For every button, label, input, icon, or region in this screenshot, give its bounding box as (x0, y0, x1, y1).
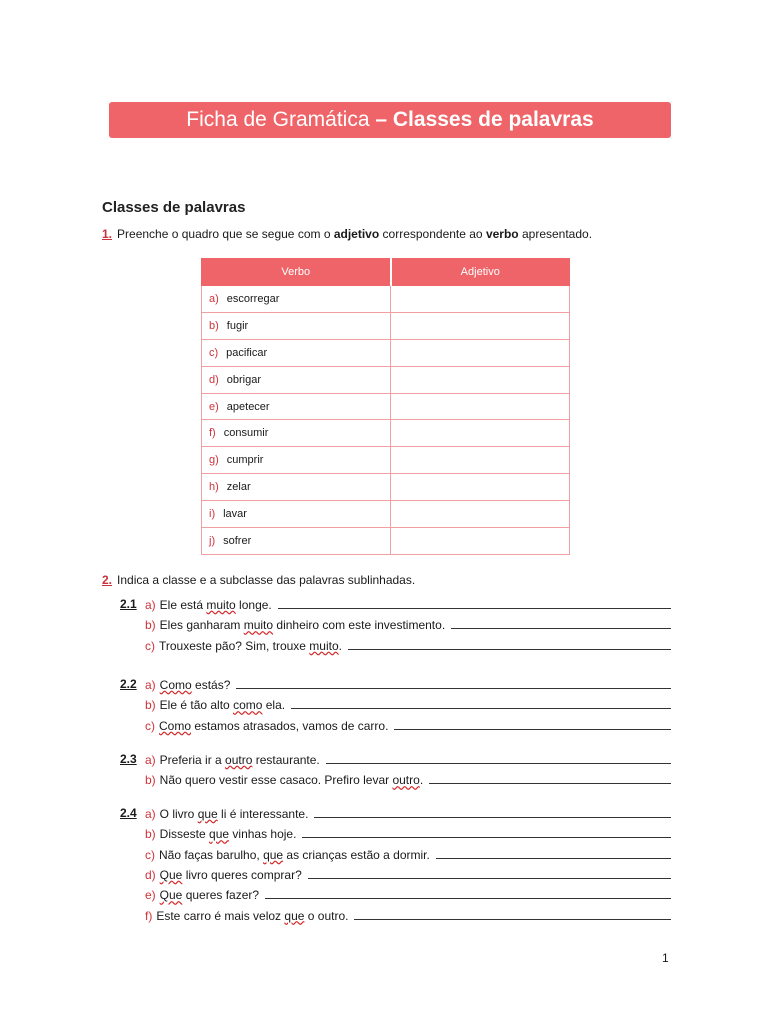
answer-line[interactable] (394, 718, 671, 730)
underlined-word: outro (225, 753, 253, 767)
row-letter: e) (209, 400, 219, 413)
row-letter: h) (209, 481, 219, 494)
table-row (202, 286, 570, 313)
answer-line[interactable] (326, 752, 671, 764)
item-text-after: li é interessante. (217, 807, 309, 821)
item-letter: a) (145, 598, 156, 612)
underlined-word: que (284, 908, 305, 923)
answer-line[interactable] (429, 772, 671, 784)
underlined-word: muito (309, 638, 339, 653)
item-letter: b) (145, 773, 156, 788)
row-letter: g) (209, 454, 219, 467)
answer-line[interactable] (354, 908, 671, 920)
table-row (202, 420, 570, 447)
underlined-word: Que (159, 888, 183, 903)
adjective-cell[interactable] (391, 420, 570, 447)
verb-text: cumprir (226, 454, 264, 467)
title-regular: Ficha de Gramática (186, 108, 370, 131)
item-text-before: Ele é tão alto (159, 698, 234, 713)
row-letter: d) (209, 373, 219, 386)
verb-cell (202, 393, 391, 420)
item-text-after: queres fazer? (182, 888, 260, 903)
item-text-before: Preferia ir a (159, 753, 226, 767)
exercise-item (145, 752, 671, 770)
item-text-after: restaurante. (252, 753, 320, 767)
answer-line[interactable] (265, 887, 671, 899)
item-text-before: Ele está (159, 598, 207, 612)
verb-text: zelar (226, 481, 251, 494)
exercise-item (145, 887, 671, 905)
item-text-before: Não quero vestir esse casaco. Prefiro levar (159, 773, 393, 788)
q1-bold-verbo: verbo (485, 227, 519, 241)
item-text-before: Disseste (159, 827, 210, 842)
verb-text: escorregar (226, 292, 280, 305)
row-letter: b) (209, 319, 219, 332)
item-text-after: . (338, 638, 342, 653)
underlined-word: muito (243, 618, 274, 633)
verb-text: apetecer (226, 400, 270, 413)
q1-bold-adjetivo: adjetivo (333, 227, 380, 241)
verb-cell (202, 339, 391, 366)
adjective-cell[interactable] (391, 393, 570, 420)
item-text-after: ela. (262, 698, 286, 713)
item-text-before: Este carro é mais veloz (156, 908, 285, 923)
underlined-word: Como (159, 678, 192, 692)
answer-line[interactable] (451, 617, 671, 629)
subquestion-label: 2.1 (120, 597, 137, 611)
verb-text: obrigar (226, 373, 262, 386)
item-text-after: o outro. (304, 908, 349, 923)
exercise-item (145, 697, 671, 715)
underlined-word: que (197, 807, 218, 821)
subquestion-label: 2.4 (120, 806, 137, 820)
underlined-word: Que (159, 867, 183, 882)
verb-cell (202, 312, 391, 339)
item-text-after: as crianças estão a dormir. (283, 847, 430, 862)
exercise-item (145, 718, 671, 736)
item-text-after: vinhas hoje. (229, 827, 297, 842)
verb-text: pacificar (226, 346, 268, 359)
table-row (202, 339, 570, 366)
item-text-after: longe. (235, 598, 272, 612)
exercise-item (145, 772, 671, 790)
table-row (202, 447, 570, 474)
q1-text-a: Preenche o quadro que se segue com o (117, 227, 334, 241)
q2-text: Indica a classe e a subclasse das palavras sublinhadas. (117, 573, 416, 587)
verb-cell (202, 366, 391, 393)
item-text-before: Não faças barulho, (159, 847, 264, 862)
verb-cell (202, 528, 391, 555)
table-row (202, 393, 570, 420)
table-row (202, 312, 570, 339)
exercise-item (145, 847, 671, 865)
underlined-word: que (209, 827, 230, 842)
underlined-word: muito (206, 598, 236, 612)
item-text-after: estás? (191, 678, 231, 692)
underlined-word: como (233, 698, 263, 713)
table-row (202, 501, 570, 528)
item-letter: e) (145, 888, 156, 903)
item-letter: c) (145, 718, 155, 733)
verb-text: sofrer (223, 534, 252, 547)
verb-cell (202, 474, 391, 501)
title-bold: – Classes de palavras (375, 108, 594, 131)
adjective-cell[interactable] (391, 366, 570, 393)
row-letter: f) (209, 427, 216, 440)
verb-cell (202, 420, 391, 447)
adjective-cell[interactable] (391, 501, 570, 528)
item-text-after: livro queres comprar? (182, 867, 302, 882)
answer-line[interactable] (236, 677, 671, 689)
table-row (202, 528, 570, 555)
item-letter: a) (145, 678, 156, 692)
answer-line[interactable] (314, 806, 671, 818)
exercise-item (145, 806, 671, 824)
exercise-item (145, 617, 671, 635)
verb-text: fugir (226, 319, 249, 332)
item-letter: b) (145, 618, 156, 633)
exercise-item (145, 597, 671, 615)
item-letter: a) (145, 753, 156, 767)
worksheet-title-banner (109, 102, 671, 138)
question-1 (102, 227, 592, 241)
item-letter: b) (145, 827, 156, 842)
question-1-number: 1. (102, 227, 113, 241)
verb-cell (202, 501, 391, 528)
subquestion-label: 2.2 (120, 677, 137, 691)
item-text-before: Eles ganharam (159, 618, 244, 633)
verb-text: consumir (223, 427, 269, 440)
exercise-item (145, 826, 671, 844)
adjective-cell[interactable] (391, 286, 570, 313)
underlined-word: Como (159, 718, 192, 733)
question-2 (102, 573, 415, 587)
verb-cell (202, 286, 391, 313)
table-row (202, 366, 570, 393)
item-text-before: Trouxeste pão? Sim, trouxe (159, 638, 310, 653)
verb-text: lavar (223, 508, 247, 521)
row-letter: j) (209, 534, 216, 547)
q1-text-c: apresentado. (518, 227, 593, 241)
adjective-cell[interactable] (391, 447, 570, 474)
item-letter: d) (145, 867, 156, 882)
item-text-after: . (419, 773, 424, 788)
exercise-item (145, 867, 671, 885)
exercise-item (145, 908, 671, 926)
answer-line[interactable] (302, 826, 671, 838)
underlined-word: que (263, 847, 284, 862)
page-number: 1 (662, 951, 669, 965)
item-letter: c) (145, 638, 155, 653)
row-letter: c) (209, 346, 219, 359)
verb-adjective-table (201, 258, 570, 555)
verb-cell (202, 447, 391, 474)
adjective-cell[interactable] (391, 474, 570, 501)
item-text-before: O livro (159, 807, 198, 821)
item-text-after: dinheiro com este investimento. (273, 618, 446, 633)
item-letter: f) (145, 908, 153, 923)
header-adjetivo: Adjetivo (391, 259, 570, 286)
item-text-after: estamos atrasados, vamos de carro. (191, 718, 389, 733)
underlined-word: outro (392, 773, 420, 788)
answer-line[interactable] (436, 847, 671, 859)
adjective-cell[interactable] (391, 339, 570, 366)
item-letter: a) (145, 807, 156, 821)
exercise-item (145, 638, 671, 656)
header-verbo: Verbo (202, 259, 391, 286)
subquestion-label: 2.3 (120, 752, 137, 766)
item-letter: b) (145, 698, 156, 713)
answer-line[interactable] (348, 638, 671, 650)
table-row (202, 474, 570, 501)
question-2-number: 2. (102, 573, 113, 587)
section-title: Classes de palavras (102, 199, 246, 216)
exercise-item (145, 677, 671, 695)
adjective-cell[interactable] (391, 312, 570, 339)
q1-text-b: correspondente ao (379, 227, 486, 241)
answer-line[interactable] (291, 697, 671, 709)
item-letter: c) (145, 847, 155, 862)
row-letter: i) (209, 508, 216, 521)
answer-line[interactable] (308, 867, 671, 879)
answer-line[interactable] (278, 597, 671, 609)
row-letter: a) (209, 292, 219, 305)
adjective-cell[interactable] (391, 528, 570, 555)
